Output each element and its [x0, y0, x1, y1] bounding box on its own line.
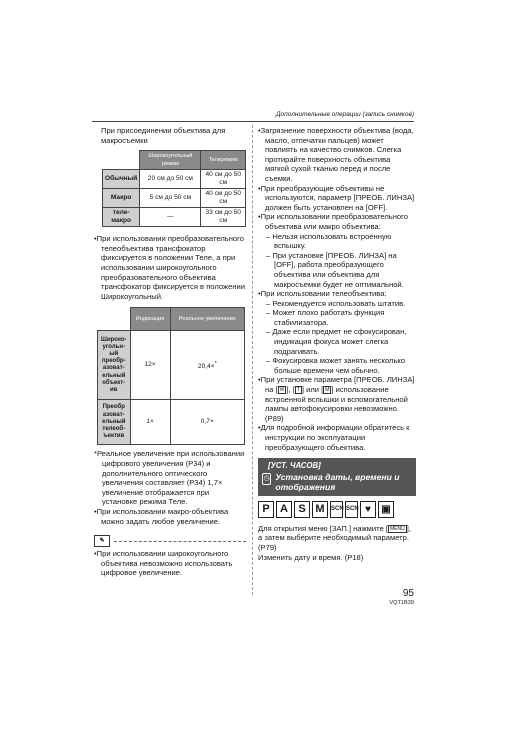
row-label: Широко-угольн-ый преобр-азоват-ельный объект-ив [98, 331, 131, 400]
row-label: Макро [103, 189, 140, 208]
table-row [103, 189, 246, 208]
memo-icon: ✎ [94, 535, 110, 547]
table-row [103, 208, 246, 227]
macro-intro: При присоединении объектива для макросъемки [101, 126, 226, 145]
right-column [258, 126, 416, 562]
header-display: Индикация [130, 308, 170, 331]
list-item: – Нельзя использовать встроенную вспышку. [266, 231, 392, 251]
footnote: *Реальное увеличение при использовании цифрового увеличения (P34) и дополнительного оптического увеличения составляет (P34) 1,7× увеличение отображается при установке режима Теле. [94, 449, 245, 507]
mode-p-icon: P [258, 501, 274, 518]
flash-disabled-note: •При установке параметра [ПРЕОБ. ЛИНЗА] на [ W ], [ T ] или [ M ] использование встроенной вспышки и вспомогательной лампы автофокусировки невозможно. (P89) [258, 375, 415, 423]
header-tele: Телережим [201, 151, 246, 170]
clock-set-banner [258, 458, 416, 496]
menu-instruction: Для открытия меню [ЗАП.] нажмите [ MENU ], а затем выберите необходимый параметр. (P79) [258, 523, 411, 552]
header-real: Реальное увеличение [170, 308, 244, 331]
cell-tele: 40 см до 50 см [201, 170, 246, 189]
macro-converter-icon: M [325, 387, 330, 394]
real-value: 20,4× [197, 362, 215, 370]
row-label: теле-макро [103, 208, 140, 227]
list-item: – Даже если предмет не сфокусирован, индикация фокуса может слегка подрагивать. [266, 327, 407, 356]
row-label: Обычный [103, 170, 140, 189]
left-column [94, 126, 246, 578]
list-item: – Может плохо работать функция стабилизатора. [266, 308, 385, 327]
tele-converter-icon: T [296, 387, 300, 394]
mode-a-icon: A [276, 501, 292, 518]
heart-icon: ♥ [360, 501, 376, 518]
header-wide: Широкоугольный режим [140, 151, 201, 170]
cell-wide: 5 см до 50 см [140, 189, 201, 208]
cell-real [170, 331, 244, 400]
lens-dirt-note: •Загрязнение поверхности объектива (вода, масло, отпечатки пальцев) может повлиять на качество снимков. Слегка протирайте поверхность объектива мягкой сухой тканью перед и после съемки. [258, 126, 414, 183]
section-header: Дополнительные операции (запись снимков) [275, 111, 414, 118]
date-instruction: Изменить дату и время. (P18) [258, 552, 364, 562]
cell-wide: — [140, 208, 201, 227]
page-number: 95 [402, 588, 414, 599]
banner-tag: [УСТ. ЧАСОВ] [268, 461, 321, 471]
mode-s-icon: S [294, 501, 310, 518]
cell-tele: 40 см до 50 см [201, 189, 246, 208]
magnification-table [97, 307, 245, 445]
scene1-icon: SCN [330, 501, 343, 518]
doc-code: VQT1B39 [389, 600, 414, 606]
list-item: – При установке [ПРЕОБ. ЛИНЗА] на [OFF], работа преобразующего объектива или объектива для макросъемки будет не оптимальной. [266, 250, 404, 289]
focus-range-table [102, 150, 246, 227]
scene2-icon: SCN [345, 501, 358, 518]
converter-macro-note: •При использовании преобразовательного объектива или макро объектива: [258, 212, 408, 231]
list-item: – Фокусировка может занять несколько больше времени чем обычно. [266, 356, 406, 375]
cell-tele: 33 см до 50 см [201, 208, 246, 227]
cell-real: 0,7× [170, 400, 244, 445]
clock-icon: ◷ [262, 473, 271, 485]
mode-icons [258, 501, 416, 518]
banner-title: Установка даты, времени и отображения [275, 471, 400, 493]
table-row [98, 400, 245, 445]
table-row [98, 331, 245, 400]
cell-display: 1× [130, 400, 170, 445]
footnote-mark: * [214, 360, 217, 367]
mode-m-icon: M [312, 501, 328, 518]
dashed-line [114, 541, 246, 542]
header-rule [92, 121, 414, 122]
memo-divider [94, 535, 246, 547]
tele-converter-note: •При использовании телеобъектива: [258, 289, 387, 299]
column-divider [252, 125, 253, 595]
converter-zoom-note: •При использовании преобразовательного телеобъектива трансфокатор фиксируется в положении Теле, а при использовании широкоугольного преобразовательного объектива трансфокатор фиксируется в положении Широкоугольный. [94, 234, 245, 301]
row-label: Преобр азоват-ельный телеоб-ъектив [98, 400, 131, 445]
wide-converter-icon: W [279, 387, 285, 394]
cell-display: 12× [130, 331, 170, 400]
cell-wide: 20 см до 50 см [140, 170, 201, 189]
manual-reference-note: •Для подробной информации обратитесь к инструкции по эксплуатации преобразующего объектива. [258, 423, 410, 452]
macro-lens-note: •При использовании макро-объектива можно задать любое увеличение. [94, 506, 229, 526]
converter-off-note: •При преобразующие объективы не используются, параметр [ПРЕОБ. ЛИНЗА] должен быть установлен на [OFF]. [258, 183, 415, 212]
camera-icon: ▣ [378, 501, 394, 518]
table-row [103, 170, 246, 189]
wide-lens-note: •При использовании широкоугольного объектива невозможно использовать цифровое увеличение. [94, 549, 233, 578]
list-item: – Рекомендуется использовать штатив. [266, 298, 406, 308]
menu-icon: MENU [389, 525, 405, 532]
